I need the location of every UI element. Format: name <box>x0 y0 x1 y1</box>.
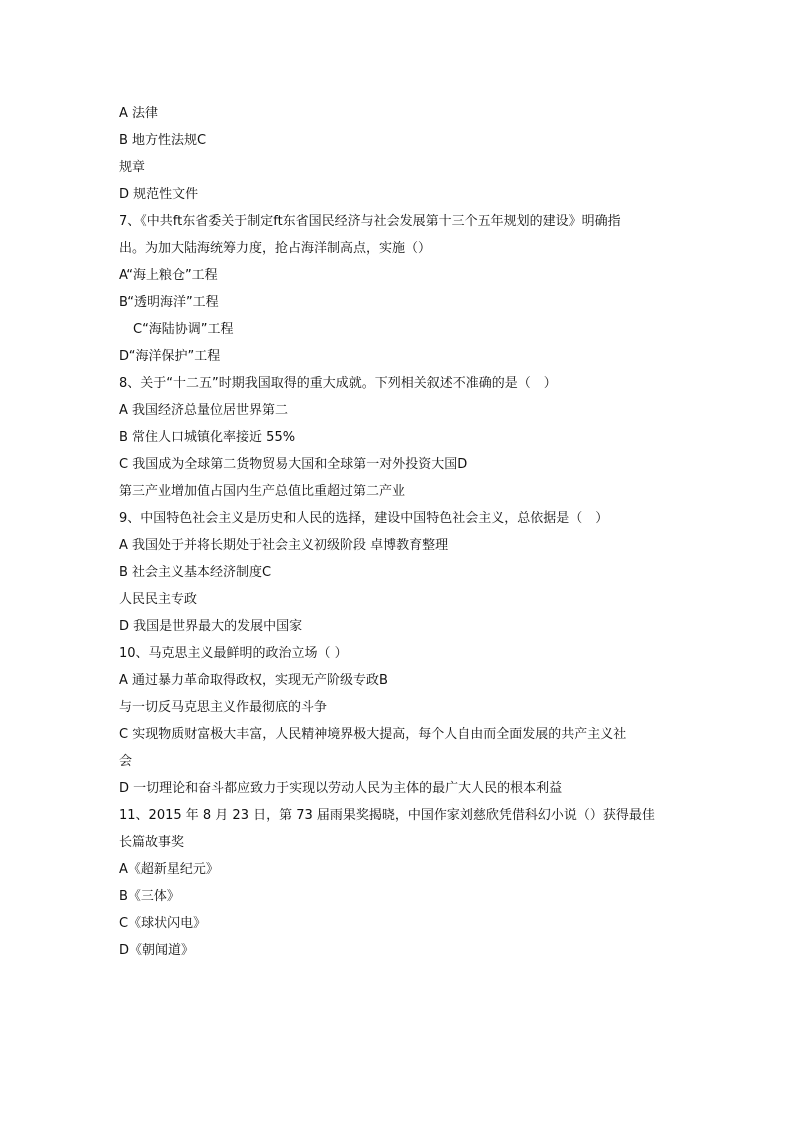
q10-option-a: A 通过暴力革命取得政权，实现无产阶级专政B <box>119 673 388 688</box>
q7-option-a: A“海上粮仓”工程 <box>119 268 218 283</box>
q11-option-a: A《超新星纪元》 <box>119 862 219 877</box>
question-8: 8、关于“十二五”时期我国取得的重大成就。下列相关叙述不准确的是（ ） <box>119 376 557 391</box>
q10-option-c-line-2: 会 <box>119 754 133 769</box>
q11-option-d: D《朝闻道》 <box>119 943 195 958</box>
q9-option-a: A 我国处于并将长期处于社会主义初级阶段 卓博教育整理 <box>119 538 449 553</box>
q10-option-b: 与一切反马克思主义作最彻底的斗争 <box>119 700 328 715</box>
option-prev-b: B 地方性法规C <box>119 133 207 148</box>
q10-option-c-line-1: C 实现物质财富极大丰富，人民精神境界极大提高，每个人自由而全面发展的共产主义社 <box>119 727 627 742</box>
q7-option-d: D“海洋保护”工程 <box>119 349 221 364</box>
q8-option-d: 第三产业增加值占国内生产总值比重超过第二产业 <box>119 484 406 499</box>
question-7-line-1: 7、《中共ft东省委关于制定ft东省国民经济与社会发展第十三个五年规划的建设》明确指 <box>119 214 621 229</box>
question-11-line-2: 长篇故事奖 <box>119 835 185 850</box>
q11-option-c: C《球状闪电》 <box>119 916 207 931</box>
question-7-line-2: 出。为加大陆海统筹力度，抢占海洋制高点，实施（） <box>119 241 432 256</box>
q9-option-d: D 我国是世界最大的发展中国家 <box>119 619 303 634</box>
q8-option-a: A 我国经济总量位居世界第二 <box>119 403 289 418</box>
q9-option-c: 人民民主专政 <box>119 592 198 607</box>
question-10: 10、马克思主义最鲜明的政治立场（ ） <box>119 646 348 661</box>
q7-option-b: B“透明海洋”工程 <box>119 295 219 310</box>
option-7-a-prev: A 法律 <box>119 106 159 121</box>
question-9: 9、中国特色社会主义是历史和人民的选择，建设中国特色社会主义，总依据是（ ） <box>119 511 609 526</box>
q8-option-c: C 我国成为全球第二货物贸易大国和全球第一对外投资大国D <box>119 457 468 472</box>
q7-option-c: C“海陆协调”工程 <box>133 322 234 337</box>
q10-option-d: D 一切理论和奋斗都应致力于实现以劳动人民为主体的最广大人民的根本利益 <box>119 781 563 796</box>
question-11-line-1: 11、2015 年 8 月 23 日，第 73 届雨果奖揭晓，中国作家刘慈欣凭借科幻小说（）获得最佳 <box>119 808 655 823</box>
q11-option-b: B《三体》 <box>119 889 180 904</box>
option-prev-c: 规章 <box>119 160 146 175</box>
q8-option-b: B 常住人口城镇化率接近 55% <box>119 430 296 445</box>
option-prev-d: D 规范性文件 <box>119 187 199 202</box>
q9-option-b: B 社会主义基本经济制度C <box>119 565 272 580</box>
